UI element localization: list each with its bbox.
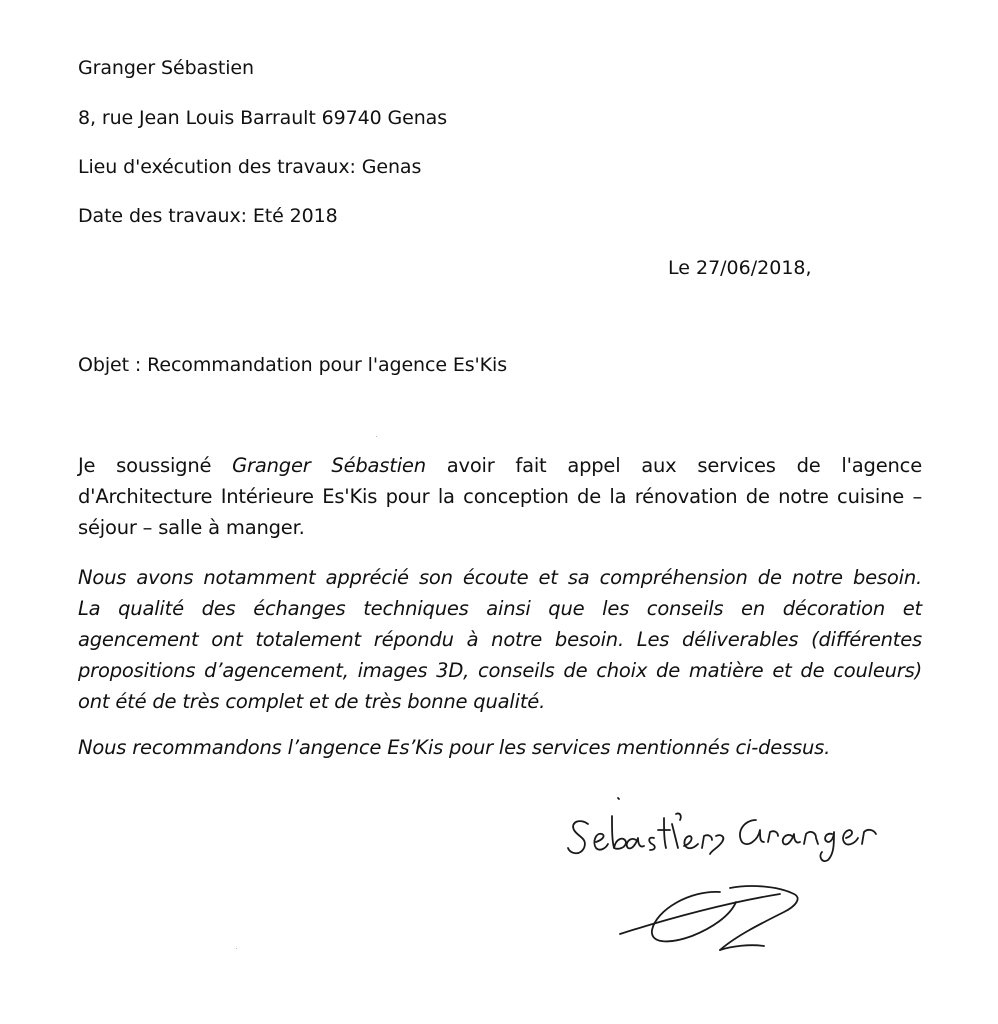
paragraph-intro-row-2: d'Architecture Intérieure Es'Kis pour la conception de la rénovation de notre cuisine –	[78, 485, 922, 508]
signature-ink	[568, 798, 876, 950]
sender-name: Granger Sébastien	[78, 57, 254, 79]
paragraph-appreciation-row-1: Nous avons notamment apprécié son écoute et sa compréhension de notre besoin.	[78, 566, 922, 589]
intro-signatory-name: Granger Sébastien	[232, 454, 426, 477]
paragraph-appreciation	[78, 562, 922, 717]
work-date: Date des travaux: Eté 2018	[78, 205, 338, 227]
intro-suffix: avoir fait appel aux services de l'agence	[425, 454, 922, 477]
paragraph-recommendation-row-1: Nous recommandons l’angence Es’Kis pour les services mentionnés ci-dessus.	[78, 736, 831, 759]
scan-speck	[376, 436, 377, 437]
intro-prefix: Je soussigné	[78, 454, 233, 477]
sender-address: 8, rue Jean Louis Barrault 69740 Genas	[78, 107, 448, 129]
paragraph-recommendation	[78, 732, 922, 763]
paragraph-intro-row-1	[78, 450, 922, 481]
paragraph-appreciation-row-5: ont été de très complet et de très bonne qualité.	[78, 690, 546, 713]
paragraph-intro-row-3: séjour – salle à manger.	[78, 516, 305, 539]
letter-date: Le 27/06/2018,	[668, 257, 812, 279]
paragraph-appreciation-row-3: agencement ont totalement répondu à notre besoin. Les déliverables (différentes	[78, 628, 922, 651]
work-location: Lieu d'exécution des travaux: Genas	[78, 156, 422, 178]
subject-line: Objet : Recommandation pour l'agence Es'Kis	[78, 354, 508, 376]
paragraph-appreciation-row-4: propositions d’agencement, images 3D, conseils de choix de matière et de couleurs)	[78, 659, 922, 682]
scan-speck	[236, 948, 237, 949]
handwritten-signature	[560, 790, 910, 980]
paragraph-intro	[78, 450, 922, 543]
paragraph-appreciation-row-2: La qualité des échanges techniques ainsi que les conseils en décoration et	[78, 597, 922, 620]
